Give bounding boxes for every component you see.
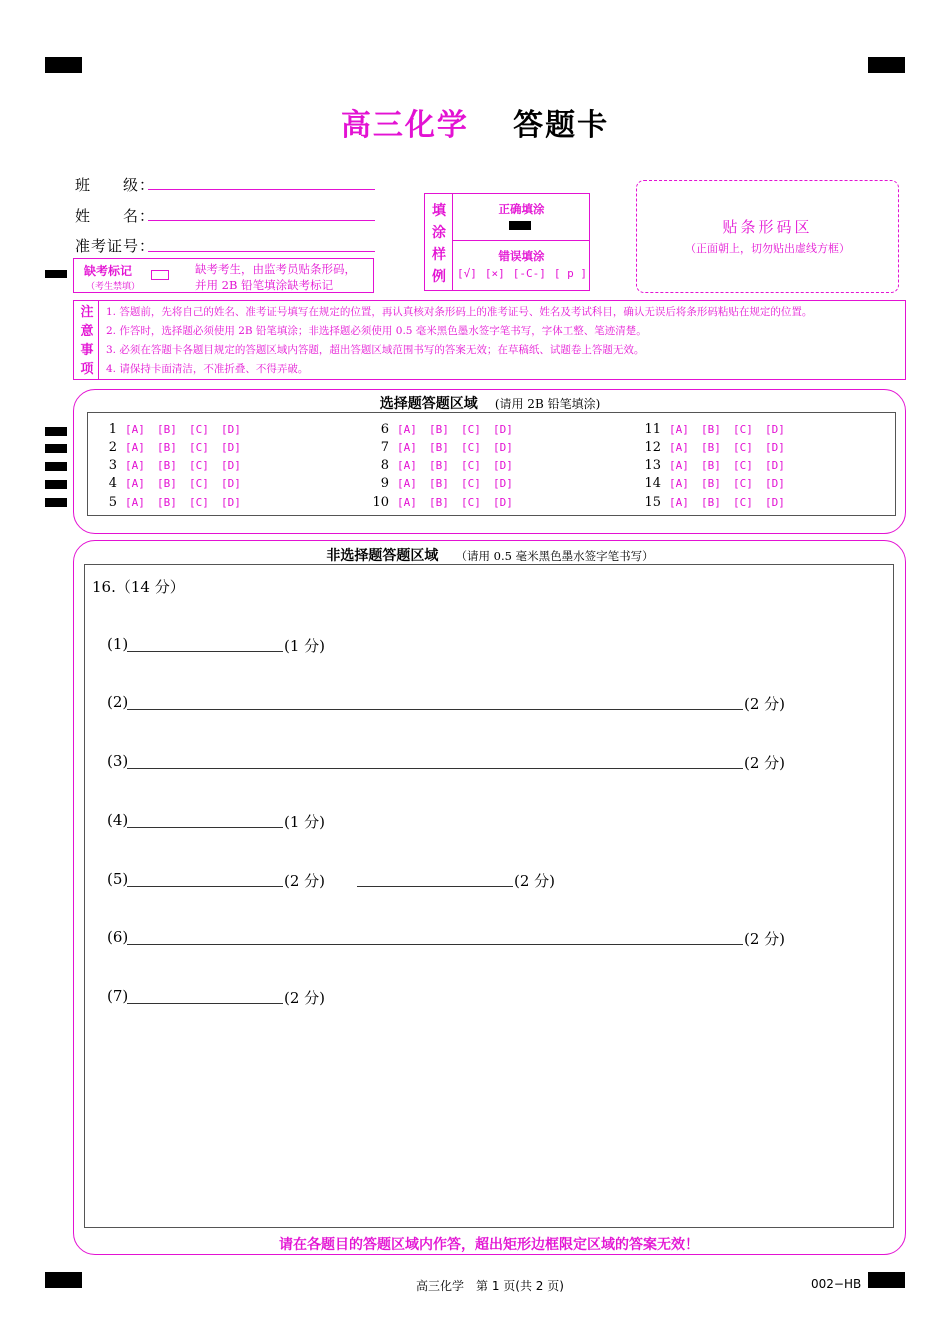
option-b[interactable]: [B] <box>701 477 721 490</box>
option-d[interactable]: [D] <box>493 496 513 509</box>
option-d[interactable]: [D] <box>765 496 785 509</box>
answer-score: (2 分) <box>284 872 326 890</box>
option-d[interactable]: [D] <box>765 459 785 472</box>
id-label: 准考证号： <box>75 237 156 255</box>
question-16-title: 16.（14 分） <box>92 578 185 596</box>
absent-desc-2: 并用 2B 铅笔填涂缺考标记 <box>195 278 334 292</box>
wrong-mark: [-C-] <box>512 267 546 280</box>
title-card: 答题卡 <box>513 108 610 143</box>
page-footer: 高三化学 第 1 页(共 2 页) <box>416 1279 564 1293</box>
option-d[interactable]: [D] <box>493 477 513 490</box>
option-a[interactable]: [A] <box>669 459 689 472</box>
choice-question[interactable]: 11 [A] [B] [C] [D] <box>639 422 797 437</box>
class-field[interactable] <box>148 189 375 190</box>
option-b[interactable]: [B] <box>429 441 449 454</box>
note-item: 2. 作答时，选择题必须使用 2B 铅笔填涂；非选择题必须使用 0.5 毫米黑色墨水签字笔书写，字体工整、笔迹清楚。 <box>106 325 647 337</box>
option-a[interactable]: [A] <box>397 496 417 509</box>
option-d[interactable]: [D] <box>221 423 241 436</box>
answer-score: (2 分) <box>284 989 326 1007</box>
answer-score: (1 分) <box>284 637 326 655</box>
answer-label: (6) <box>107 928 129 946</box>
option-a[interactable]: [A] <box>125 477 145 490</box>
option-a[interactable]: [A] <box>125 441 145 454</box>
answer-line[interactable] <box>127 651 283 652</box>
answer-line[interactable] <box>127 886 283 887</box>
option-c[interactable]: [C] <box>461 459 481 472</box>
name-label: 姓 名： <box>75 207 156 225</box>
option-d[interactable]: [D] <box>493 441 513 454</box>
name-field[interactable] <box>148 220 375 221</box>
option-c[interactable]: [C] <box>461 441 481 454</box>
timing-mark <box>45 270 67 278</box>
option-c[interactable]: [C] <box>189 477 209 490</box>
choice-question[interactable]: 3 [A] [B] [C] [D] <box>95 458 253 473</box>
barcode-sub: （正面朝上，切勿贴出虚线方框） <box>685 242 850 255</box>
id-field[interactable] <box>148 251 375 252</box>
answer-label: (1) <box>107 635 129 653</box>
option-b[interactable]: [B] <box>701 441 721 454</box>
form-code: 002−HB <box>811 1277 862 1291</box>
option-b[interactable]: [B] <box>157 459 177 472</box>
absent-desc-1: 缺考考生，由监考员贴条形码， <box>195 262 356 276</box>
option-c[interactable]: [C] <box>733 496 753 509</box>
answer-line[interactable] <box>127 768 743 769</box>
option-c[interactable]: [C] <box>461 423 481 436</box>
option-b[interactable]: [B] <box>701 496 721 509</box>
choice-question[interactable]: 6 [A] [B] [C] [D] <box>367 422 525 437</box>
option-b[interactable]: [B] <box>157 496 177 509</box>
option-d[interactable]: [D] <box>493 459 513 472</box>
option-b[interactable]: [B] <box>157 477 177 490</box>
timing-mark <box>45 427 67 436</box>
timing-mark <box>45 480 67 489</box>
option-d[interactable]: [D] <box>221 496 241 509</box>
nonchoice-heading: 非选择题答题区域 （请用 0.5 毫米黑色墨水签字笔书写） <box>326 548 654 564</box>
answer-score: (1 分) <box>284 813 326 831</box>
option-a[interactable]: [A] <box>669 423 689 436</box>
boundary-warning: 请在各题目的答题区域内作答，超出矩形边框限定区域的答案无效！ <box>279 1237 699 1253</box>
wrong-mark: [ p ] <box>553 267 587 280</box>
option-a[interactable]: [A] <box>397 441 417 454</box>
note-item: 1. 答题前，先将自己的姓名、准考证号填写在规定的位置，再认真核对条形码上的准考证号、姓名及考试科目，确认无误后将条形码粘贴在规定的位置。 <box>106 306 813 318</box>
option-a[interactable]: [A] <box>397 423 417 436</box>
correct-fill-label: 正确填涂 <box>498 202 545 216</box>
choice-question[interactable]: 2 [A] [B] [C] [D] <box>95 440 253 455</box>
wrong-fill-label: 错误填涂 <box>498 249 545 263</box>
correct-fill-mark <box>509 221 531 230</box>
choice-question[interactable]: 15 [A] [B] [C] [D] <box>639 495 797 510</box>
choice-question[interactable]: 4 [A] [B] [C] [D] <box>95 476 253 491</box>
answer-label: (7) <box>107 987 129 1005</box>
option-b[interactable]: [B] <box>429 496 449 509</box>
answer-label: (3) <box>107 752 129 770</box>
choice-question[interactable]: 10 [A] [B] [C] [D] <box>367 495 525 510</box>
option-d[interactable]: [D] <box>765 441 785 454</box>
choice-question[interactable]: 7 [A] [B] [C] [D] <box>367 440 525 455</box>
option-c[interactable]: [C] <box>189 459 209 472</box>
answer-score: (2 分) <box>744 930 786 948</box>
option-d[interactable]: [D] <box>765 477 785 490</box>
absent-label: 缺考标记 <box>84 264 133 278</box>
answer-line[interactable] <box>127 944 743 945</box>
choice-question[interactable]: 14 [A] [B] [C] [D] <box>639 476 797 491</box>
option-a[interactable]: [A] <box>669 477 689 490</box>
option-b[interactable]: [B] <box>429 423 449 436</box>
absent-box <box>73 258 374 293</box>
absent-checkbox[interactable] <box>151 270 169 280</box>
class-label: 班 级： <box>75 176 156 194</box>
timing-mark <box>45 498 67 507</box>
corner-mark-top-left <box>45 57 82 73</box>
answer-box[interactable] <box>84 564 894 1228</box>
answer-line[interactable] <box>127 827 283 828</box>
option-a[interactable]: [A] <box>669 441 689 454</box>
answer-score: (2 分) <box>514 872 556 890</box>
option-c[interactable]: [C] <box>189 496 209 509</box>
answer-line[interactable] <box>127 709 743 710</box>
option-d[interactable]: [D] <box>765 423 785 436</box>
option-b[interactable]: [B] <box>429 477 449 490</box>
choice-question[interactable]: 12 [A] [B] [C] [D] <box>639 440 797 455</box>
answer-label: (4) <box>107 811 129 829</box>
option-b[interactable]: [B] <box>429 459 449 472</box>
option-b[interactable]: [B] <box>701 423 721 436</box>
option-c[interactable]: [C] <box>733 477 753 490</box>
option-d[interactable]: [D] <box>221 441 241 454</box>
choice-question[interactable]: 1 [A] [B] [C] [D] <box>95 422 253 437</box>
answer-line[interactable] <box>357 886 513 887</box>
note-item: 4. 请保持卡面清洁，不准折叠、不得弄破。 <box>106 363 309 375</box>
option-a[interactable]: [A] <box>125 423 145 436</box>
option-d[interactable]: [D] <box>221 459 241 472</box>
page-title <box>0 100 950 144</box>
option-c[interactable]: [C] <box>733 441 753 454</box>
choice-question[interactable]: 13 [A] [B] [C] [D] <box>639 458 797 473</box>
option-c[interactable]: [C] <box>189 423 209 436</box>
wrong-mark: [√] <box>457 267 477 280</box>
corner-mark-top-right <box>868 57 905 73</box>
notes-side: 注 意 事 项 <box>80 305 94 377</box>
option-c[interactable]: [C] <box>461 477 481 490</box>
title-subject: 高三化学 <box>340 108 469 143</box>
absent-sub: （考生禁填） <box>86 282 141 292</box>
choice-question[interactable]: 9 [A] [B] [C] [D] <box>367 476 525 491</box>
option-a[interactable]: [A] <box>669 496 689 509</box>
note-item: 3. 必须在答题卡各题目规定的答题区域内答题，超出答题区域范围书写的答案无效；在草稿纸、试题卷上答题无效。 <box>106 344 645 356</box>
answer-label: (2) <box>107 693 129 711</box>
wrong-mark: [×] <box>484 267 505 280</box>
choice-heading: 选择题答题区域 (请用 2B 铅笔填涂) <box>379 396 601 412</box>
option-a[interactable]: [A] <box>125 496 145 509</box>
option-a[interactable]: [A] <box>125 459 145 472</box>
barcode-area <box>636 180 899 293</box>
option-c[interactable]: [C] <box>733 423 753 436</box>
choice-question[interactable]: 5 [A] [B] [C] [D] <box>95 495 253 510</box>
choice-question[interactable]: 8 [A] [B] [C] [D] <box>367 458 525 473</box>
answer-label: (5) <box>107 870 129 888</box>
fill-sample-side: 填 涂 样 例 <box>432 203 446 285</box>
option-c[interactable]: [C] <box>733 459 753 472</box>
option-c[interactable]: [C] <box>461 496 481 509</box>
barcode-title: 贴条形码区 <box>722 218 813 236</box>
option-d[interactable]: [D] <box>221 477 241 490</box>
option-b[interactable]: [B] <box>157 441 177 454</box>
answer-score: (2 分) <box>744 754 786 772</box>
option-a[interactable]: [A] <box>397 477 417 490</box>
timing-mark <box>45 444 67 453</box>
answer-line[interactable] <box>127 1003 283 1004</box>
option-b[interactable]: [B] <box>157 423 177 436</box>
option-c[interactable]: [C] <box>189 441 209 454</box>
option-a[interactable]: [A] <box>397 459 417 472</box>
fill-sample-box <box>424 193 590 291</box>
timing-mark <box>45 462 67 471</box>
wrong-fill-marks <box>457 267 587 280</box>
option-b[interactable]: [B] <box>701 459 721 472</box>
option-d[interactable]: [D] <box>493 423 513 436</box>
answer-score: (2 分) <box>744 695 786 713</box>
